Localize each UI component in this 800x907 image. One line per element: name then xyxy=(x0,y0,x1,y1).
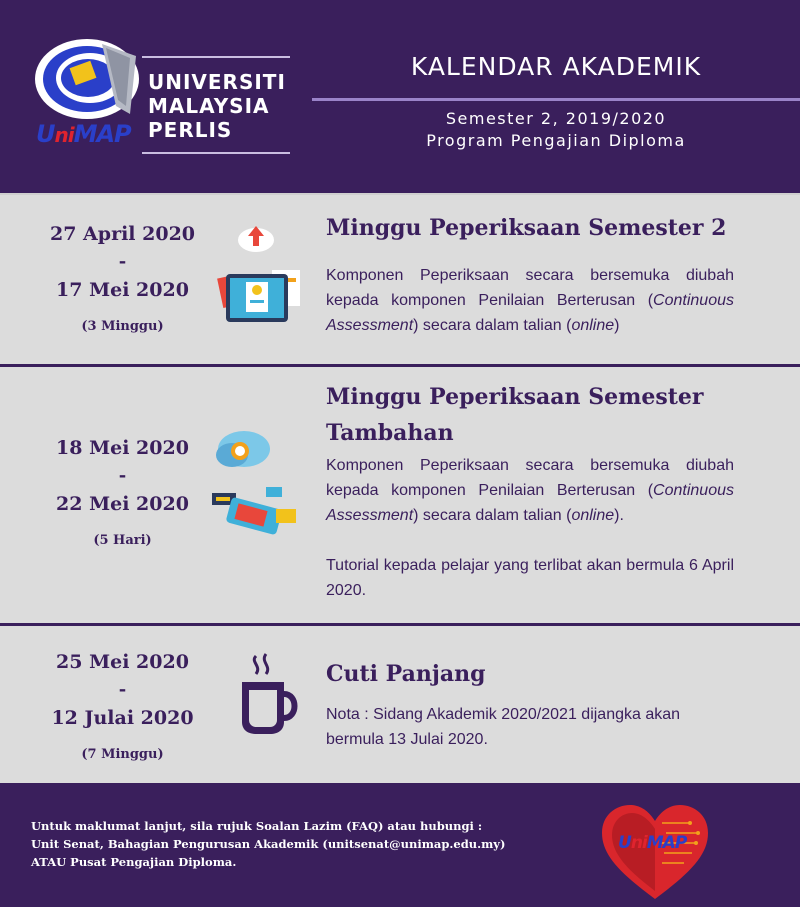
footer-banner xyxy=(0,783,800,907)
date-range: 18 Mei 2020 - 22 Mei 2020 (5 Hari) xyxy=(56,437,189,548)
unimap-wordmark: UniMAP xyxy=(36,120,131,148)
date-range: 25 Mei 2020 - 12 Julai 2020 (7 Minggu) xyxy=(51,651,194,762)
section-title: Cuti Panjang xyxy=(326,661,486,687)
heart-logo-icon xyxy=(600,803,710,903)
date-range: 27 April 2020 - 17 Mei 2020 (3 Minggu) xyxy=(49,223,196,334)
title-divider xyxy=(312,98,800,101)
section-supplementary-exam xyxy=(0,367,800,621)
footer-contact-info: Untuk maklumat lanjut, sila rujuk Soalan Lazim (FAQ) atau hubungi : Unit Senat, Bahagian Pengurusan Akademik (unitsenat@unimap.edu.my) ATAU Pusat Pengajian Diploma. xyxy=(31,819,506,869)
header-banner xyxy=(0,0,800,193)
university-name: UNIVERSITI MALAYSIA PERLIS xyxy=(148,70,286,142)
semester-info: Semester 2, 2019/2020 Program Pengajian Diploma xyxy=(426,109,686,150)
section-description: Nota : Sidang Akademik 2020/2021 dijangka akan bermula 13 Julai 2020. xyxy=(326,706,681,748)
section-title: Minggu Peperiksaan Semester Tambahan xyxy=(326,384,704,446)
cloud-sync-phone-icon xyxy=(206,425,310,535)
divider xyxy=(0,193,800,195)
section-long-break xyxy=(0,626,800,783)
heart-unimap-wordmark: UniMAP xyxy=(618,833,687,853)
coffee-cup-icon xyxy=(236,652,302,738)
section-title: Minggu Peperiksaan Semester 2 xyxy=(326,215,727,241)
upload-tablet-icon xyxy=(210,220,310,330)
page-title: KALENDAR AKADEMIK xyxy=(410,52,702,81)
section-exam-week xyxy=(0,198,800,362)
university-logo xyxy=(32,34,292,158)
unimap-emblem-icon xyxy=(32,34,142,134)
section-description: Komponen Peperiksaan secara bersemuka diubah kepada komponen Penilaian Berterusan (Continuous Assessment) secara dalam talian (online) xyxy=(326,267,734,334)
section-description: Komponen Peperiksaan secara bersemuka diubah kepada komponen Penilaian Berterusan (Continuous Assessment) secara dalam talian (online). Tutorial kepada pelajar yang terlibat akan bermula 6 April 2020. xyxy=(326,457,734,599)
